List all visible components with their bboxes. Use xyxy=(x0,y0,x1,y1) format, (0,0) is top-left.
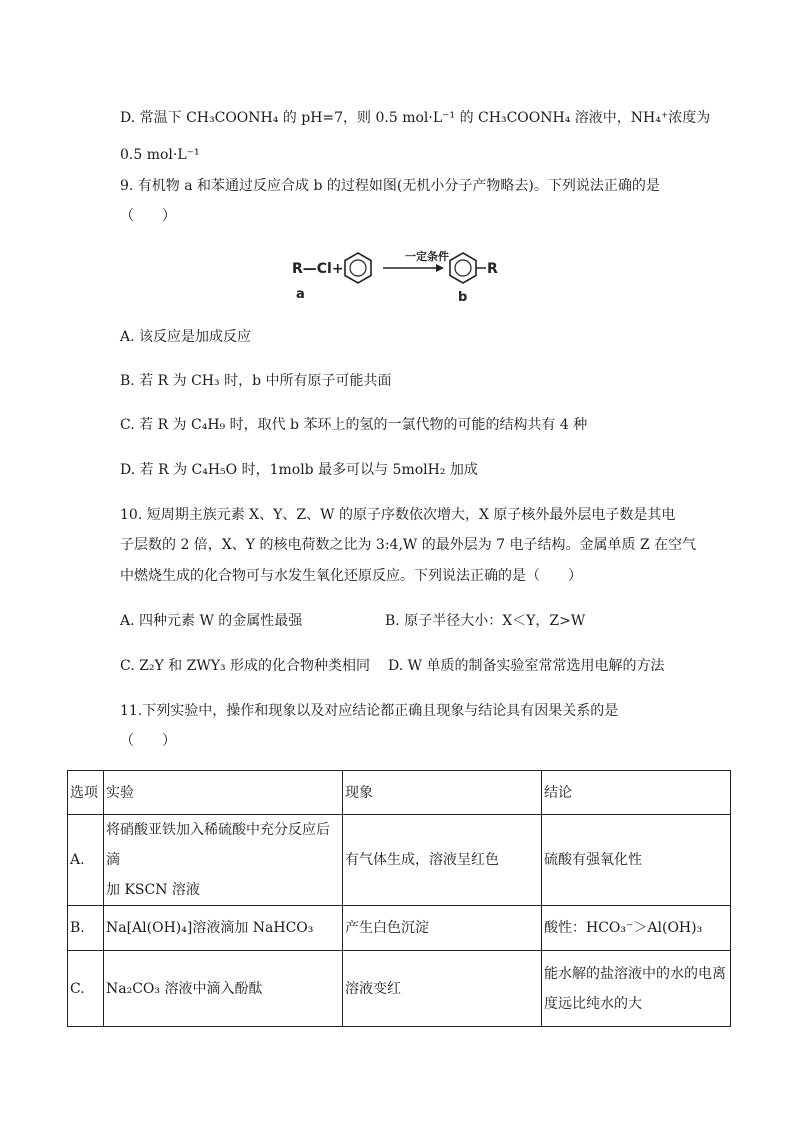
row-a-option: A. xyxy=(68,815,104,906)
q9-answer-blank: （ ） xyxy=(120,208,176,224)
q11-answer-blank: （ ） xyxy=(120,733,176,749)
table-row xyxy=(68,815,731,906)
product-substituent: R xyxy=(487,261,498,277)
row-a-experiment-line2: 加 KSCN 溶液 xyxy=(106,882,200,898)
q10-option-b: B. 原子半径大小：X＜Y，Z>W xyxy=(385,613,586,629)
reaction-scheme-svg xyxy=(288,246,508,310)
row-c-phenomenon: 溶液变红 xyxy=(343,951,542,1027)
row-b-option: B. xyxy=(68,906,104,951)
q10-option-a: A. 四种元素 W 的金属性最强 xyxy=(120,613,303,629)
q10-stem-line2: 子层数的 2 倍，X、Y 的核电荷数之比为 3:4,W 的最外层为 7 电子结构。金属单质 Z 在空气 xyxy=(120,537,697,553)
header-phenomenon: 现象 xyxy=(343,771,542,815)
table-header-row xyxy=(68,771,731,815)
arrow-head-icon xyxy=(436,264,444,272)
q9-option-d: D. 若 R 为 C₄H₅O 时，1molb 最多可以与 5molH₂ 加成 xyxy=(120,462,478,478)
q10-stem-line1: 10. 短周期主族元素 X、Y、Z、W 的原子序数依次增大，X 原子核外最外层电子数是其电 xyxy=(120,507,676,523)
label-b: b xyxy=(458,290,468,305)
q9-option-a: A. 该反应是加成反应 xyxy=(120,329,252,345)
header-experiment: 实验 xyxy=(104,771,343,815)
q8-option-d-line1: D. 常温下 CH₃COONH₄ 的 pH=7，则 0.5 mol·L⁻¹ 的 CH₃COONH₄ 溶液中，NH₄⁺浓度为 xyxy=(120,110,711,126)
row-c-conclusion xyxy=(542,951,731,1027)
reactant-a-formula: R—Cl+ xyxy=(292,261,344,277)
table-row xyxy=(68,951,731,1027)
label-a: a xyxy=(296,287,305,302)
benzene-ring-icon xyxy=(345,253,371,283)
row-b-experiment: Na[Al(OH)₄]溶液滴加 NaHCO₃ xyxy=(104,906,343,951)
row-a-experiment-line1: 将硝酸亚铁加入稀硫酸中充分反应后滴 xyxy=(106,822,330,868)
row-c-option: C. xyxy=(68,951,104,1027)
q10-stem-line3: 中燃烧生成的化合物可与水发生氧化还原反应。下列说法正确的是（ ） xyxy=(120,568,582,584)
header-conclusion: 结论 xyxy=(542,771,731,815)
reaction-diagram xyxy=(288,246,508,310)
row-c-conclusion-line1: 能水解的盐溶液中的水的电离 xyxy=(544,965,726,982)
experiment-table xyxy=(67,770,731,1027)
table-row xyxy=(68,906,731,951)
reaction-condition: 一定条件 xyxy=(405,250,449,263)
q9-option-b: B. 若 R 为 CH₃ 时，b 中所有原子可能共面 xyxy=(120,373,392,389)
row-c-experiment: Na₂CO₃ 溶液中滴入酚酞 xyxy=(104,951,343,1027)
row-a-experiment xyxy=(104,815,343,906)
q10-option-c: C. Z₂Y 和 ZWY₃ 形成的化合物种类相同 xyxy=(120,658,371,674)
q8-option-d-line2: 0.5 mol·L⁻¹ xyxy=(120,147,200,163)
benzene-ring-product-icon xyxy=(450,253,476,283)
header-option: 选项 xyxy=(68,771,104,815)
q9-option-c: C. 若 R 为 C₄H₉ 时，取代 b 苯环上的氢的一氯代物的可能的结构共有 4 种 xyxy=(120,417,588,433)
row-b-conclusion: 酸性：HCO₃⁻＞Al(OH)₃ xyxy=(542,906,731,951)
q9-stem: 9. 有机物 a 和苯通过反应合成 b 的过程如图(无机小分子产物略去)。下列说法正确的是 xyxy=(120,178,660,194)
row-a-phenomenon: 有气体生成，溶液呈红色 xyxy=(343,815,542,906)
row-c-conclusion-line2: 度远比纯水的大 xyxy=(544,995,642,1012)
row-b-phenomenon: 产生白色沉淀 xyxy=(343,906,542,951)
q10-option-d: D. W 单质的制备实验室常常选用电解的方法 xyxy=(388,658,665,674)
q11-stem: 11.下列实验中，操作和现象以及对应结论都正确且现象与结论具有因果关系的是 xyxy=(120,703,619,719)
row-a-conclusion: 硫酸有强氧化性 xyxy=(542,815,731,906)
